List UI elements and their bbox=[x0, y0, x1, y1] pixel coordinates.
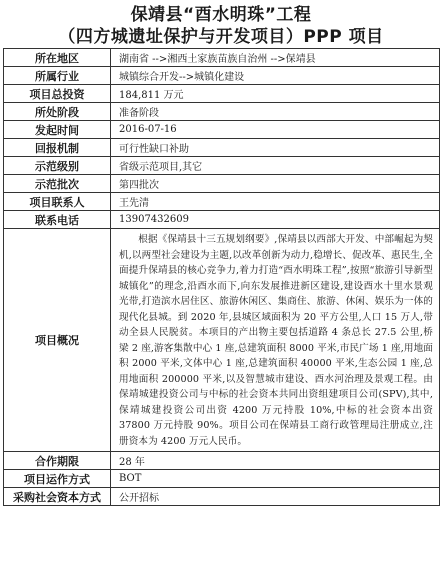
row-label-demo-batch: 示范批次 bbox=[4, 175, 111, 193]
row-value-overview: 根据《保靖县十三五规划纲要》,保靖县以西部大开发、中部崛起为契机,以两型社会建设为主题,以改革创新为动力,稳增长、促改革、惠民生,全面提升保靖县的核心竞争力,着力打造“酉水明珠工程”,按照“旅游引导新型城镇化”的理念,沿酉水而下,向东发展推进新区建设,建设酉水十里水景观光带,打造滨水居住区、旅游休闲区、集商住、旅游、休闲、娱乐为一体的现代化县城。到 2020 年,县城区域面积为 20 平方公里,人口 15 万人,带动全县人民脱贫。本项目的产出物主要包括道路 4 条总长 27.5 公里,桥梁 2 座,游客集散中心 1 座,总建筑面积 8000 平米,市民广场 1 座,用地面积 2000 平米,文体中心 1 座,总建筑面积 40000 平米,生态公园 1 座,总用地面积 200000 平米,以及智慧城市建设、酉水河治理及景观工程。由保靖城建投资公司与中标的社会资本共同出资组建项目公司(SPV),其中,保靖城建投资公司出资 4200 万元持股 10%,中标的社会资本出资 37800 万元持股 90%。项目公司在保靖县工商行政管理局注册成立,注册资本为 4200 万元人民币。 bbox=[111, 229, 440, 452]
row-label-overview: 项目概况 bbox=[4, 229, 111, 452]
row-label-procurement-method: 采购社会资本方式 bbox=[4, 488, 111, 506]
row-value-industry: 城镇综合开发-->城镇化建设 bbox=[111, 67, 440, 85]
row-value-demo-batch: 第四批次 bbox=[111, 175, 440, 193]
row-value-total-investment: 184,811 万元 bbox=[111, 85, 440, 103]
table-row bbox=[4, 157, 440, 175]
row-value-demo-level: 省级示范项目,其它 bbox=[111, 157, 440, 175]
row-label-stage: 所处阶段 bbox=[4, 103, 111, 121]
table-row bbox=[4, 121, 440, 139]
table-row bbox=[4, 211, 440, 229]
table-row bbox=[4, 193, 440, 211]
row-label-launch-date: 发起时间 bbox=[4, 121, 111, 139]
row-label-cooperation-term: 合作期限 bbox=[4, 452, 111, 470]
row-value-contact: 王先清 bbox=[111, 193, 440, 211]
row-label-contact: 项目联系人 bbox=[4, 193, 111, 211]
document-title bbox=[0, 0, 442, 48]
row-value-phone: 13907432609 bbox=[111, 211, 440, 229]
row-label-phone: 联系电话 bbox=[4, 211, 111, 229]
table-row bbox=[4, 49, 440, 67]
table-row bbox=[4, 139, 440, 157]
table-row bbox=[4, 488, 440, 506]
row-label-region: 所在地区 bbox=[4, 49, 111, 67]
row-label-industry: 所属行业 bbox=[4, 67, 111, 85]
row-value-region: 湖南省 -->湘西土家族苗族自治州 -->保靖县 bbox=[111, 49, 440, 67]
row-value-stage: 准备阶段 bbox=[111, 103, 440, 121]
title-line-1: 保靖县“酉水明珠”工程 bbox=[130, 5, 312, 25]
row-label-total-investment: 项目总投资 bbox=[4, 85, 111, 103]
table-row bbox=[4, 103, 440, 121]
row-label-demo-level: 示范级别 bbox=[4, 157, 111, 175]
row-value-launch-date: 2016-07-16 bbox=[111, 121, 440, 139]
table-row-overview bbox=[4, 229, 440, 452]
row-value-cooperation-term: 28 年 bbox=[111, 452, 440, 470]
table-row bbox=[4, 175, 440, 193]
row-value-operation-mode: BOT bbox=[111, 470, 440, 488]
row-value-return-mechanism: 可行性缺口补助 bbox=[111, 139, 440, 157]
table-row bbox=[4, 67, 440, 85]
table-row bbox=[4, 470, 440, 488]
row-value-procurement-method: 公开招标 bbox=[111, 488, 440, 506]
table-row bbox=[4, 452, 440, 470]
title-line-2: （四方城遗址保护与开发项目）PPP 项目 bbox=[58, 27, 384, 47]
project-info-table bbox=[3, 48, 440, 506]
table-row bbox=[4, 85, 440, 103]
row-label-operation-mode: 项目运作方式 bbox=[4, 470, 111, 488]
row-label-return-mechanism: 回报机制 bbox=[4, 139, 111, 157]
